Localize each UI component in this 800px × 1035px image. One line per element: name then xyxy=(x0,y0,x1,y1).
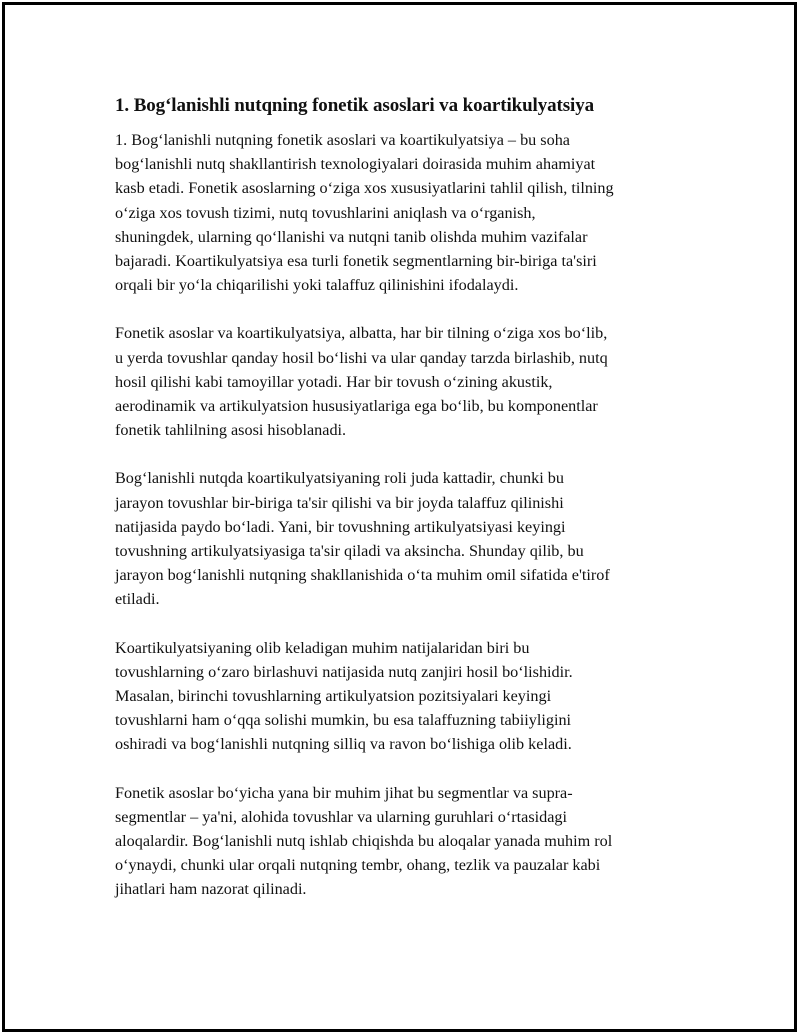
paragraph-4: Koartikulyatsiyaning olib keladigan muhim natijalaridan biri bu tovushlarning o‘zaro birlashuvi natijasida nutq zanjiri hosil bo‘lishidir. Masalan, birinchi tovushlarning artikulyatsion pozitsiyalari keyingi tovushlarni ham o‘qqa solishi mumkin, bu esa talaffuzning tabiiyligini oshiradi va bog‘lanishli nutqning silliq va ravon bo‘lishiga olib keladi. xyxy=(115,638,573,754)
document-body xyxy=(115,93,690,926)
document-heading: 1. Bog‘lanishli nutqning fonetik asoslari va koartikulyatsiya xyxy=(115,95,595,116)
paragraph-1: 1. Bog‘lanishli nutqning fonetik asoslari va koartikulyatsiya – bu soha bog‘lanishli nutq shakllantirish texnologiyalari doirasida muhim ahamiyat kasb etadi. Fonetik asoslarning o‘ziga xos xususiyatlarini tahlil qilish, tilning o‘ziga xos tovush tizimi, nutq tovushlarini aniqlash va o‘rganish, shuningdek, ularning qo‘llanishi va nutqni tanib olishda muhim vazifalar bajaradi. Koartikulyatsiya esa turli fonetik segmentlarning bir-biriga ta'siri orqali bir yo‘la chiqarilishi yoki talaffuz qilinishini ifodalaydi. xyxy=(115,131,614,295)
paragraph-3: Bog‘lanishli nutqda koartikulyatsiyaning roli juda kattadir, chunki bu jarayon tovushlar bir-biriga ta'sir qilishi va bir joyda talaffuz qilinishi natijasida paydo bo‘ladi. Yani, bir tovushning artikulyatsiyasi keyingi tovushning artikulyatsiyasiga ta'sir qiladi va aksincha. Shunday qilib, bu jarayon bog‘lanishli nutqning shakllanishida o‘ta muhim omil sifatida e'tirof etiladi. xyxy=(115,469,610,609)
paragraph-2: Fonetik asoslar va koartikulyatsiya, albatta, har bir tilning o‘ziga xos bo‘lib, u yerda tovushlar qanday hosil bo‘lishi va ular qanday tarzda birlashib, nutq hosil qilishi kabi tamoyillar yotadi. Har bir tovush o‘zining akustik, aerodinamik va artikulyatsion hususiyatlariga ega bo‘lib, bu komponentlar fonetik tahlilning asosi hisoblanadi. xyxy=(115,324,608,440)
paragraph-5: Fonetik asoslar bo‘yicha yana bir muhim jihat bu segmentlar va supra- segmentlar – ya'ni, alohida tovushlar va ularning guruhlari o‘rtasidagi aloqalardir. Bog‘lanishli nutq ishlab chiqishda bu aloqalar yanada muhim rol o‘ynaydi, chunki ular orqali nutqning tembr, ohang, tezlik va pauzalar kabi jihatlari ham nazorat qilinadi. xyxy=(115,783,613,899)
